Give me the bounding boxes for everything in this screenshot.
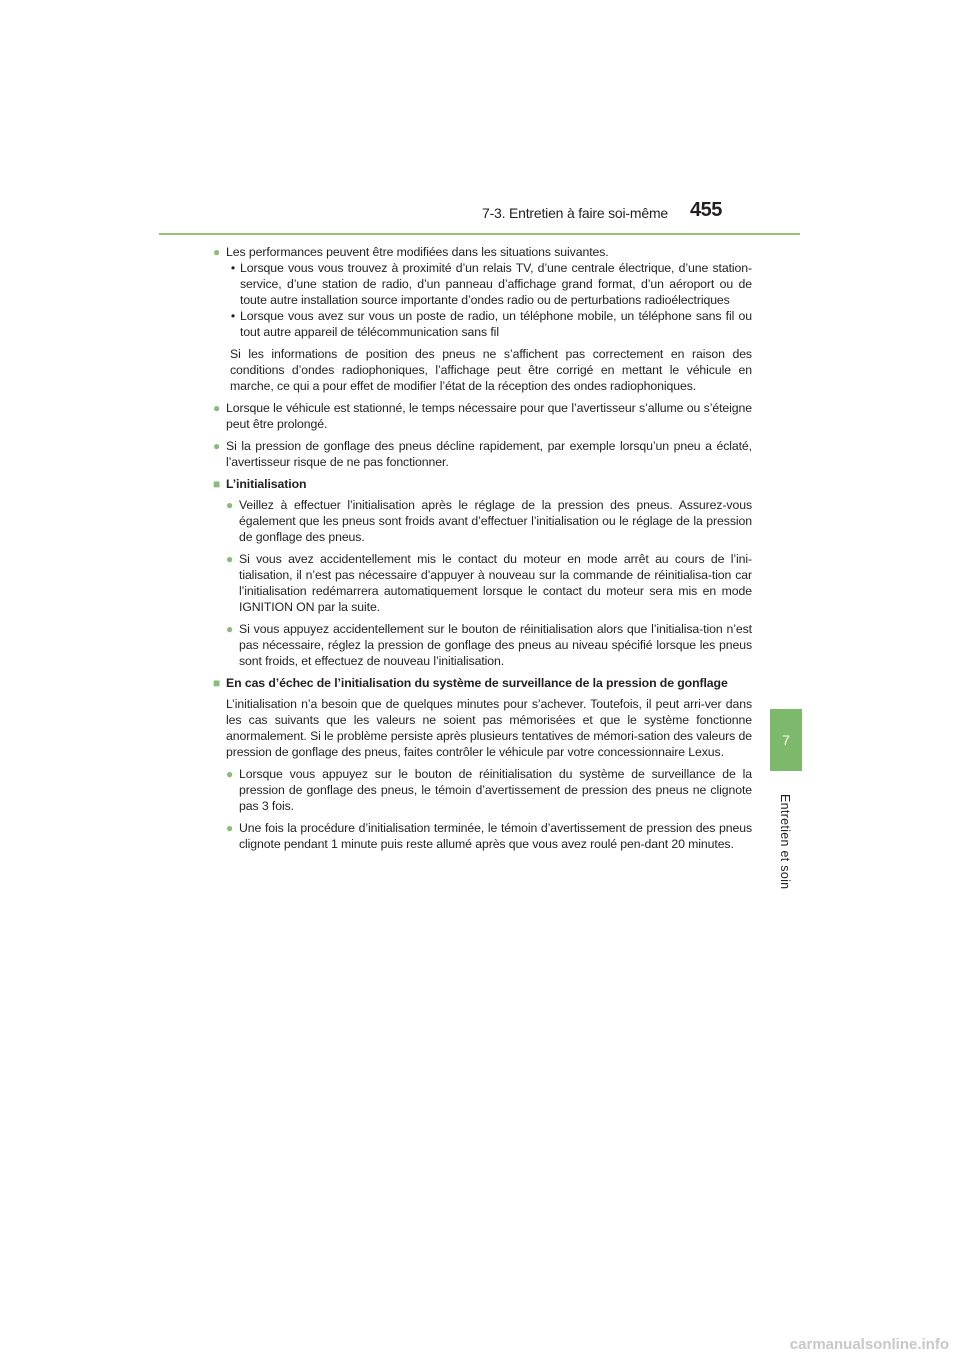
bullet-text: Si la pression de gonflage des pneus décline rapidement, par exemple lorsqu’un pneu a éclaté, l’avertisseur risque de ne pas fonctionner. (226, 439, 752, 469)
list-item (226, 766, 752, 814)
bullet-icon: ● (226, 821, 234, 835)
sub-item (226, 308, 752, 340)
list-item (226, 820, 752, 852)
bullet-text: Lorsque le véhicule est stationné, le temps nécessaire pour que l’avertisseur s’allume ou s’éteigne peut être prolongé. (226, 401, 752, 431)
sub-bullet-icon: • (230, 261, 236, 275)
chapter-tab[interactable]: 7 (770, 709, 802, 771)
section-heading-echec (213, 675, 752, 691)
bullet-icon: ● (213, 401, 221, 415)
sub-item-text: Lorsque vous vous trouvez à proximité d’un relais TV, d’une centrale électrique, d’une station-service, d’une station de radio, d’un panneau d’affichage grand format, d’un aéroport ou de toute autre installation source importante d’ondes radio ou de perturbations radioélectriques (240, 261, 752, 307)
bullet-icon: ● (226, 767, 234, 781)
list-item (226, 621, 752, 669)
bullet-icon: ● (226, 498, 234, 512)
bullet-text: Une fois la procédure d’initialisation terminée, le témoin d’avertissement de pression des pneus clignote pendant 1 minute puis reste allumé après que vous avez roulé pen-dant 20 minutes. (239, 821, 752, 851)
section-square-icon: ■ (213, 676, 221, 690)
list-item (213, 400, 752, 432)
list-item (213, 438, 752, 470)
section-paragraph: L’initialisation n’a besoin que de quelques minutes pour s’achever. Toutefois, il peut arri-ver dans les cas suivants que les valeurs ne soient pas mémorisées et que le système fonctionne anormalement. Si le problème persiste après plusieurs tentatives de mémori-sation des valeurs de pression de gonflage des pneus, faites contrôler le véhicule par votre concessionnaire Lexus. (226, 697, 752, 759)
bullet-icon: ● (213, 245, 221, 259)
section-heading-initialisation (213, 476, 752, 492)
bullet-icon: ● (226, 622, 234, 636)
section-title-text: En cas d’échec de l’initialisation du système de surveillance de la pression de gonflage (226, 676, 728, 690)
bullet-icon: ● (226, 552, 234, 566)
watermark-text: carmanualsonline.info (789, 1336, 949, 1353)
list-item (226, 497, 752, 545)
chapter-label: Entretien et soin (778, 794, 792, 890)
section-title: 7-3. Entretien à faire soi-même (482, 205, 668, 221)
sub-bullet-icon: • (230, 309, 236, 323)
note-text: Si les informations de position des pneus ne s’affichent pas correctement en raison des conditions d’ondes radiophoniques, l’affichage peut être corrigé en mettant le véhicule en marche, ce qui a pour effet de modifier l’état de la réception des ondes radiophoniques. (230, 347, 752, 393)
sub-item (226, 260, 752, 308)
bullet-text: Lorsque vous appuyez sur le bouton de réinitialisation du système de surveillance de la pression de gonflage des pneus, le témoin d’avertissement de pression des pneus ne clignote pas 3 fois. (239, 767, 752, 813)
bullet-text: Les performances peuvent être modifiées dans les situations suivantes. (226, 245, 609, 259)
page-content (213, 244, 752, 858)
bullet-icon: ● (213, 439, 221, 453)
section-square-icon: ■ (213, 477, 221, 491)
list-item (213, 244, 752, 394)
page-number: 455 (690, 199, 722, 221)
bullet-text: Veillez à effectuer l’initialisation après le réglage de la pression des pneus. Assurez-vous également que les pneus sont froids avant d’effectuer l’initialisation ou le réglage de la pression de gonflage des pneus. (239, 498, 752, 544)
sub-item-text: Lorsque vous avez sur vous un poste de radio, un téléphone mobile, un téléphone sans fil ou tout autre appareil de télécommunication sans fil (240, 309, 752, 339)
header-divider (159, 233, 800, 235)
list-item (226, 551, 752, 615)
section-title-text: L’initialisation (226, 477, 307, 491)
bullet-text: Si vous appuyez accidentellement sur le bouton de réinitialisation alors que l’initialisa-tion n’est pas nécessaire, réglez la pression de gonflage des pneus au niveau spécifié lorsque les pneus sont froids, et effectuez de nouveau l’initialisation. (239, 622, 752, 668)
bullet-text: Si vous avez accidentellement mis le contact du moteur en mode arrêt au cours de l’ini-tialisation, il n’est pas nécessaire d’appuyer à nouveau sur la commande de réinitialisa-tion car l’initialisation redémarrera automatiquement lorsque le contact du moteur sera mis en mode IGNITION ON par la suite. (239, 552, 752, 614)
